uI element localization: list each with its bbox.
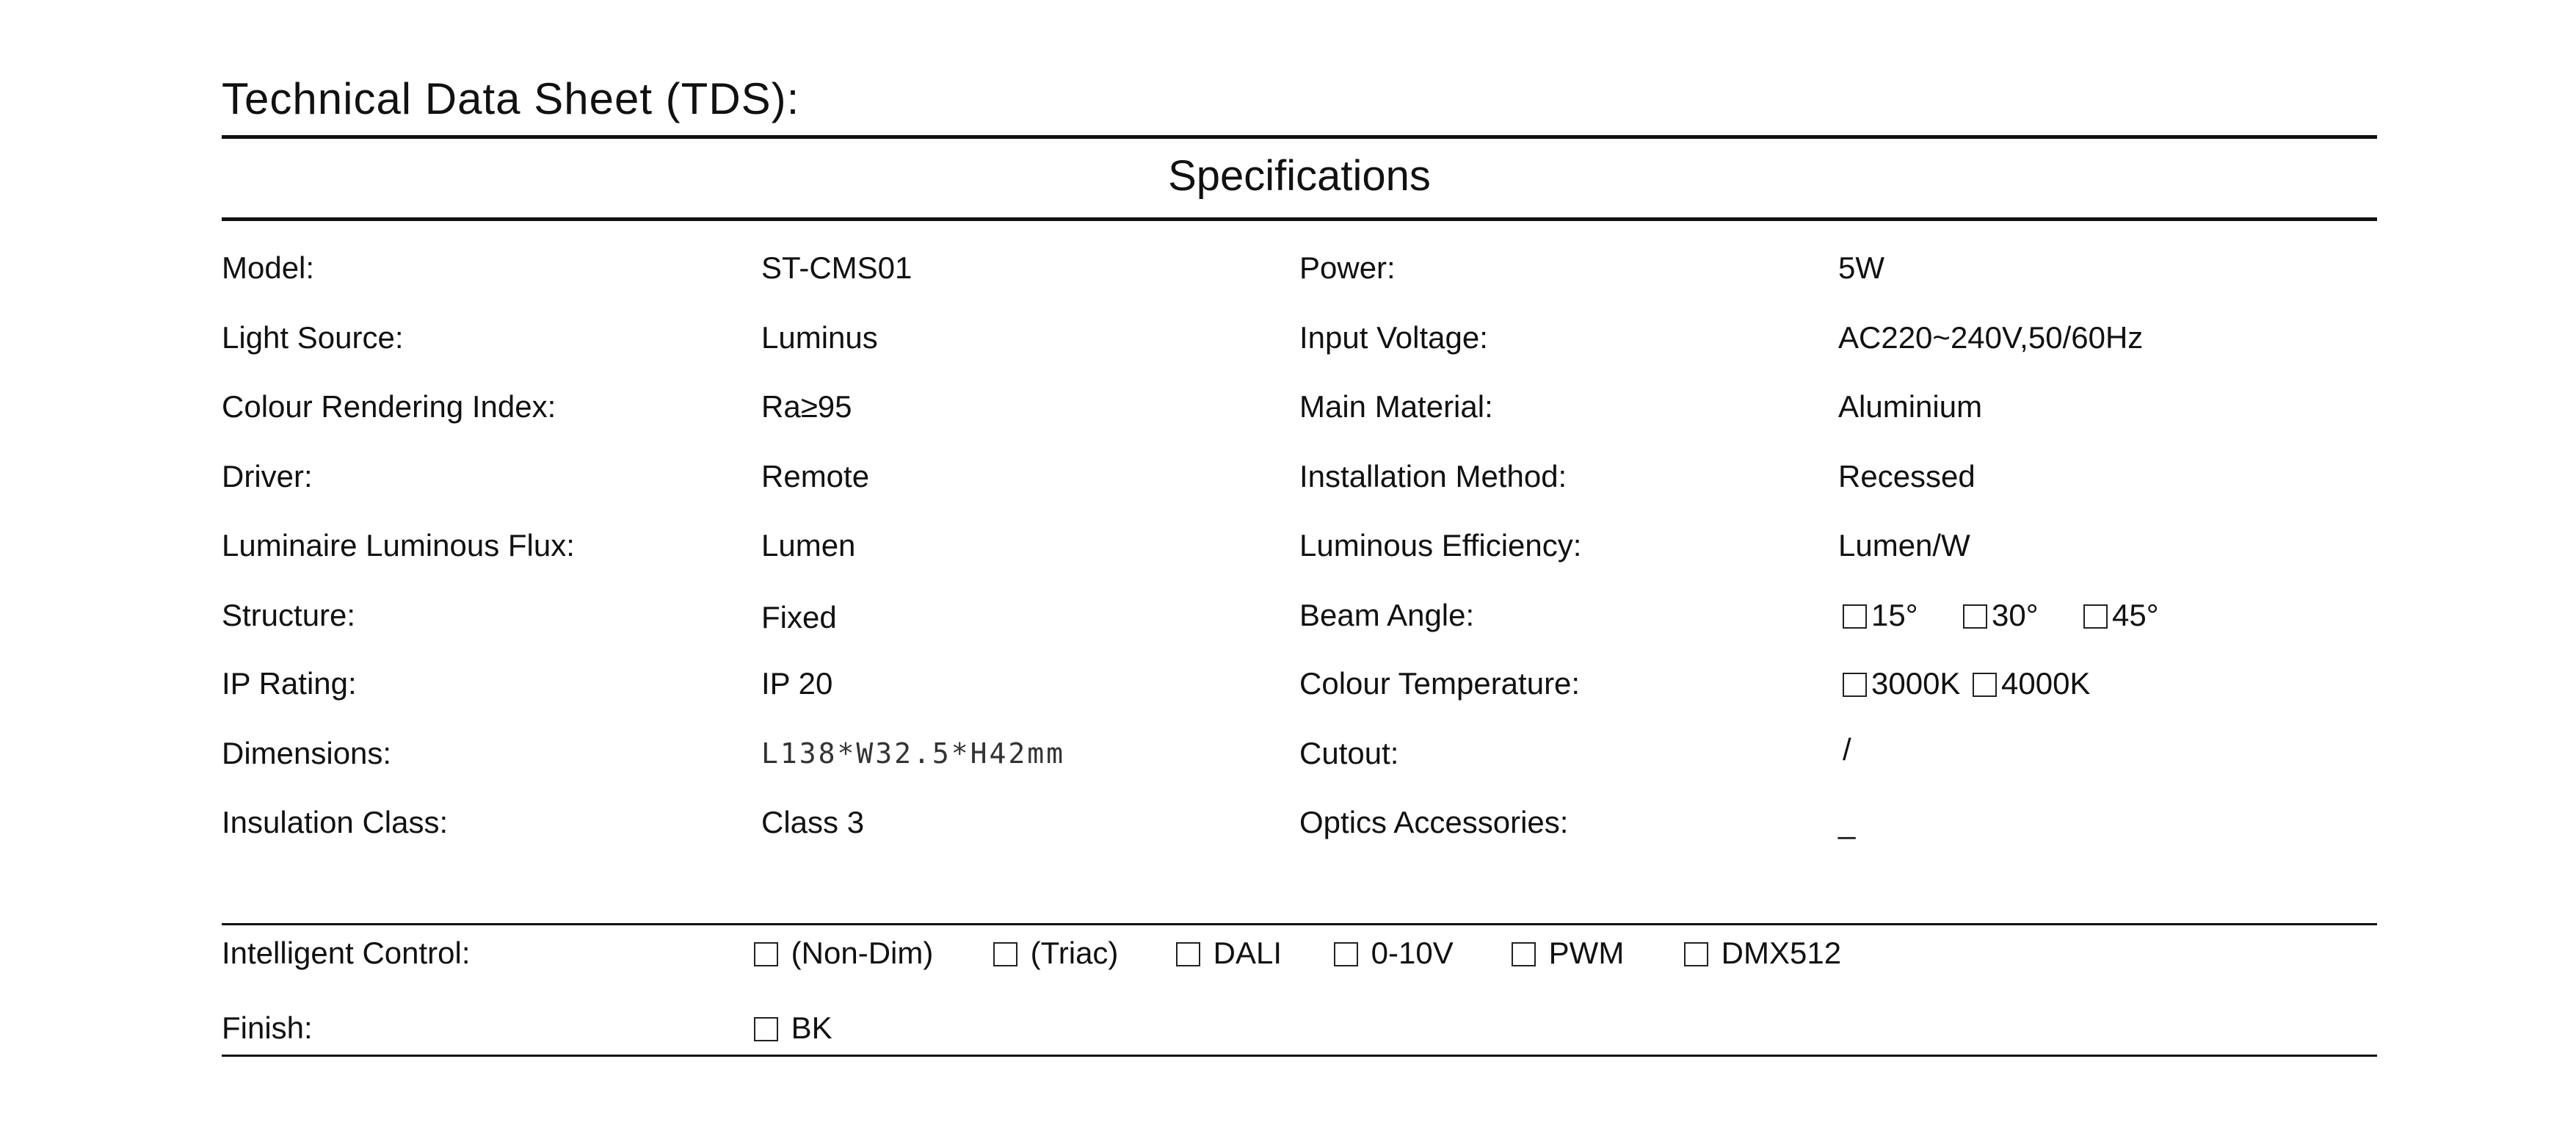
beam-angle-option-15[interactable]: 15° — [1843, 597, 1918, 634]
checkbox-icon — [1973, 673, 1997, 697]
checkbox-icon — [2083, 604, 2108, 629]
dimensions-value: L138*W32.5*H42mm — [761, 737, 1066, 770]
control-option-triac[interactable]: (Triac) — [993, 935, 1118, 972]
main-material-value: Aluminium — [1838, 389, 1983, 424]
section-title: Specifications — [1168, 152, 1431, 200]
checkbox-icon — [1176, 942, 1200, 966]
structure-value: Fixed — [761, 600, 837, 634]
control-option-non-dim[interactable]: (Non-Dim) — [754, 935, 933, 972]
luminous-efficiency-value: Lumen/W — [1838, 528, 1970, 563]
cutout-label: Cutout: — [1299, 736, 1399, 770]
beam-angle-option-45[interactable]: 45° — [2083, 597, 2159, 634]
colour-temperature-label: Colour Temperature: — [1299, 666, 1581, 701]
optics-accessories-label: Optics Accessories: — [1299, 805, 1569, 839]
light-source-label: Light Source: — [222, 320, 404, 355]
dimensions-label: Dimensions: — [222, 736, 392, 770]
luminous-efficiency-label: Luminous Efficiency: — [1299, 528, 1582, 563]
control-option-dmx512[interactable]: DMX512 — [1684, 935, 1841, 972]
colour-temp-option-3000k[interactable]: 3000K — [1843, 665, 1960, 702]
cri-label: Colour Rendering Index: — [222, 389, 556, 424]
control-option-pwm[interactable]: PWM — [1512, 935, 1624, 972]
colour-temp-option-4000k[interactable]: 4000K — [1973, 665, 2090, 702]
controls-rule — [222, 923, 2377, 925]
finish-option-bk[interactable]: BK — [754, 1010, 832, 1046]
driver-value: Remote — [761, 459, 870, 494]
control-option-dali[interactable]: DALI — [1176, 935, 1282, 972]
power-label: Power: — [1299, 250, 1396, 285]
cri-value: Ra≥95 — [761, 389, 852, 424]
checkbox-icon — [993, 942, 1017, 966]
model-label: Model: — [222, 250, 315, 285]
checkbox-icon — [1512, 942, 1536, 966]
checkbox-icon — [1963, 604, 1987, 629]
top-rule — [222, 135, 2377, 139]
beam-angle-label: Beam Angle: — [1299, 598, 1475, 632]
model-value: ST-CMS01 — [761, 250, 913, 285]
power-value: 5W — [1838, 250, 1884, 285]
checkbox-icon — [754, 1017, 778, 1041]
input-voltage-value: AC220~240V,50/60Hz — [1838, 320, 2144, 355]
light-source-value: Luminus — [761, 320, 878, 355]
optics-accessories-value: _ — [1838, 805, 1856, 839]
installation-method-value: Recessed — [1838, 459, 1975, 494]
section-rule — [222, 217, 2377, 221]
driver-label: Driver: — [222, 459, 313, 494]
checkbox-icon — [754, 942, 778, 966]
structure-label: Structure: — [222, 598, 356, 632]
installation-method-label: Installation Method: — [1299, 459, 1567, 494]
insulation-class-value: Class 3 — [761, 805, 865, 839]
ip-rating-label: IP Rating: — [222, 666, 357, 701]
beam-angle-option-30[interactable]: 30° — [1963, 597, 2039, 634]
checkbox-icon — [1843, 673, 1867, 697]
intelligent-control-label: Intelligent Control: — [222, 936, 471, 970]
ip-rating-value: IP 20 — [761, 666, 833, 701]
bottom-rule — [222, 1055, 2377, 1057]
luminous-flux-value: Lumen — [761, 528, 856, 563]
input-voltage-label: Input Voltage: — [1299, 320, 1488, 355]
insulation-class-label: Insulation Class: — [222, 805, 449, 839]
cutout-value: / — [1843, 732, 1851, 767]
checkbox-icon — [1334, 942, 1358, 966]
checkbox-icon — [1684, 942, 1708, 966]
document-title: Technical Data Sheet (TDS): — [222, 74, 800, 123]
finish-label: Finish: — [222, 1010, 313, 1045]
control-option-0-10v[interactable]: 0-10V — [1334, 935, 1454, 972]
luminous-flux-label: Luminaire Luminous Flux: — [222, 528, 575, 563]
main-material-label: Main Material: — [1299, 389, 1493, 424]
checkbox-icon — [1843, 604, 1867, 629]
